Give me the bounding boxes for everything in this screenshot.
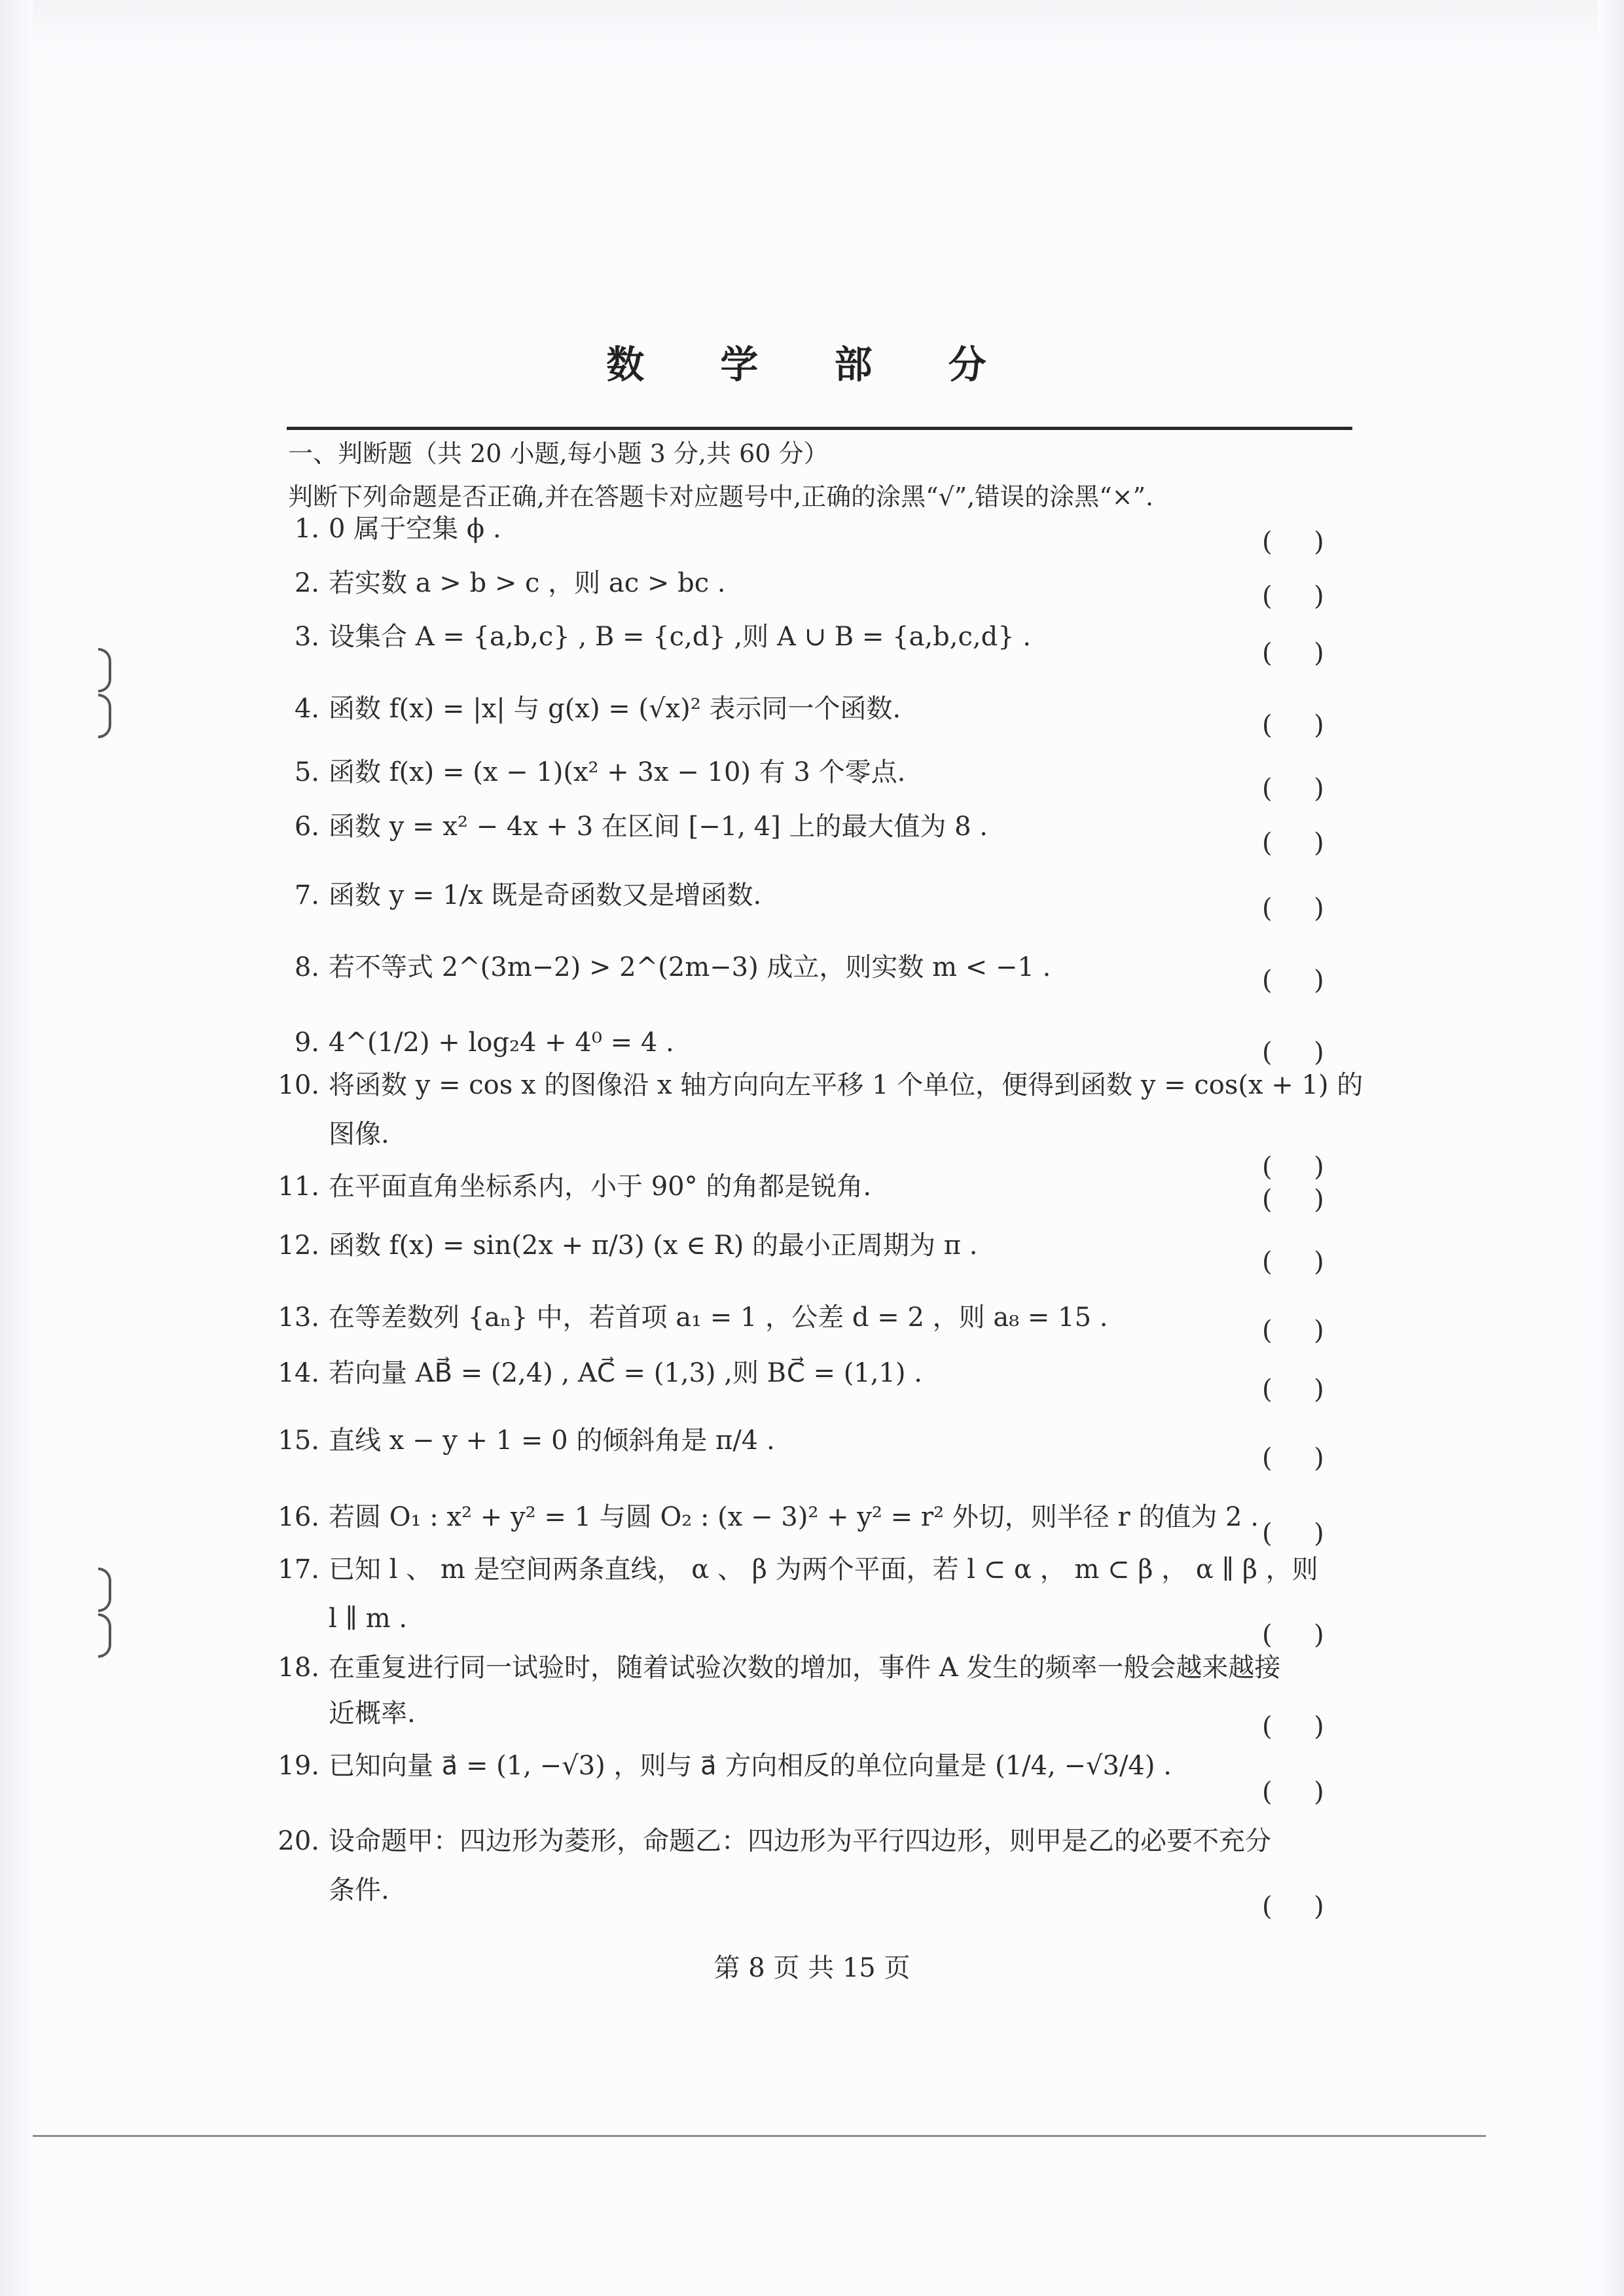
question-text: 在平面直角坐标系内，小于 90° 的角都是锐角. [329, 1172, 872, 1202]
instructions: 判断下列命题是否正确,并在答题卡对应题号中,正确的涂黑“√”,错误的涂黑“×”. [288, 482, 1154, 511]
answer-blank-9[interactable]: ( ) [1262, 1037, 1324, 1067]
question-18 [268, 1653, 1280, 1683]
question-1 [268, 514, 501, 544]
answer-blank-7[interactable]: ( ) [1262, 893, 1324, 924]
question-17 [268, 1554, 1318, 1585]
binding-mark-lower [98, 1568, 124, 1666]
question-text: 0 属于空集 ϕ . [329, 514, 501, 544]
question-number: 19. [278, 1751, 319, 1781]
question-14 [268, 1358, 922, 1388]
answer-blank-19[interactable]: ( ) [1262, 1777, 1324, 1807]
answer-blank-18[interactable]: ( ) [1262, 1712, 1324, 1742]
question-3 [268, 622, 1031, 652]
question-text: 若实数 a > b > c ，则 ac > bc . [329, 568, 726, 598]
question-20 [268, 1826, 1271, 1856]
question-text: 若不等式 2^(3m−2) > 2^(2m−3) 成立，则实数 m < −1 . [329, 952, 1051, 982]
question-text: 函数 f(x) = sin(2x + π/3) (x ∈ R) 的最小正周期为 π . [329, 1230, 978, 1261]
answer-blank-8[interactable]: ( ) [1262, 965, 1324, 996]
question-11 [268, 1172, 871, 1202]
answer-blank-4[interactable]: ( ) [1262, 710, 1324, 740]
question-number: 8. [294, 952, 319, 982]
question-text: 函数 y = 1/x 既是奇函数又是增函数. [329, 880, 762, 910]
header-rule [287, 427, 1352, 430]
binding-mark-upper [98, 648, 124, 746]
question-number: 12. [278, 1230, 319, 1261]
answer-blank-2[interactable]: ( ) [1262, 581, 1324, 611]
question-text: 将函数 y = cos x 的图像沿 x 轴方向向左平移 1 个单位，便得到函数 y = cos(x + 1) 的 [329, 1070, 1363, 1100]
question-number: 4. [294, 694, 319, 724]
answer-blank-17[interactable]: ( ) [1262, 1620, 1324, 1650]
question-number: 13. [278, 1302, 319, 1333]
question-6 [268, 812, 988, 842]
question-7 [268, 880, 761, 910]
answer-blank-15[interactable]: ( ) [1262, 1443, 1324, 1473]
question-number: 15. [278, 1426, 319, 1456]
question-8 [268, 952, 1051, 982]
question-text: 直线 x − y + 1 = 0 的倾斜角是 π/4 . [329, 1426, 775, 1456]
page-footer: 第 8 页 共 15 页 [713, 1953, 911, 1983]
question-19 [268, 1751, 1172, 1781]
question-text: 已知 l 、 m 是空间两条直线， α 、 β 为两个平面，若 l ⊂ α ， m ⊂ β ， α ∥ β ，则 [329, 1554, 1318, 1585]
question-text: 设集合 A = {a,b,c} , B = {c,d} ,则 A ∪ B = {a,b,c,d} . [329, 622, 1032, 652]
question-text: 设命题甲：四边形为菱形，命题乙：四边形为平行四边形，则甲是乙的必要不充分 [329, 1826, 1271, 1856]
question-number: 3. [294, 622, 319, 652]
question-18-continuation: 近概率. [329, 1698, 416, 1729]
question-number: 20. [278, 1826, 319, 1856]
question-number: 17. [278, 1554, 319, 1585]
answer-blank-20[interactable]: ( ) [1262, 1892, 1324, 1922]
question-text: 在重复进行同一试验时，随着试验次数的增加，事件 A 发生的频率一般会越来越接 [329, 1653, 1281, 1683]
question-text: 函数 f(x) = (x − 1)(x² + 3x − 10) 有 3 个零点. [329, 757, 906, 787]
question-text: 函数 y = x² − 4x + 3 在区间 [−1, 4] 上的最大值为 8 . [329, 812, 988, 842]
question-number: 10. [278, 1070, 319, 1100]
question-5 [268, 757, 905, 787]
answer-blank-6[interactable]: ( ) [1262, 828, 1324, 858]
question-text: 函数 f(x) = |x| 与 g(x) = (√x)² 表示同一个函数. [329, 694, 901, 724]
question-text: 4^(1/2) + log₂4 + 4⁰ = 4 . [329, 1028, 674, 1058]
question-9 [268, 1028, 674, 1058]
question-13 [268, 1302, 1108, 1333]
question-10 [268, 1070, 1363, 1100]
question-10-continuation: 图像. [329, 1119, 389, 1149]
question-text: 若向量 AB⃗ = (2,4) , AC⃗ = (1,3) ,则 BC⃗ = (1,1) . [329, 1358, 922, 1388]
question-4 [268, 694, 901, 724]
question-number: 1. [294, 514, 319, 544]
section-heading: 一、判断题（共 20 小题,每小题 3 分,共 60 分） [288, 439, 829, 468]
scan-edge-top [0, 0, 1624, 52]
answer-blank-10[interactable]: ( ) [1262, 1152, 1324, 1182]
answer-blank-13[interactable]: ( ) [1262, 1316, 1324, 1346]
answer-blank-11[interactable]: ( ) [1262, 1185, 1324, 1215]
question-number: 14. [278, 1358, 319, 1388]
question-number: 9. [294, 1028, 319, 1058]
question-number: 6. [294, 812, 319, 842]
question-number: 11. [278, 1172, 319, 1202]
question-17-continuation: l ∥ m . [329, 1604, 408, 1634]
bottom-rule [33, 2135, 1486, 2137]
question-text: 已知向量 a⃗ = (1, −√3) ，则与 a⃗ 方向相反的单位向量是 (1/4, −√3/4) . [329, 1751, 1172, 1781]
question-number: 16. [278, 1502, 319, 1532]
question-number: 5. [294, 757, 319, 787]
question-number: 18. [278, 1653, 319, 1683]
answer-blank-14[interactable]: ( ) [1262, 1374, 1324, 1405]
answer-blank-5[interactable]: ( ) [1262, 774, 1324, 804]
page-title: 数 学 部 分 [606, 342, 1018, 387]
question-number: 2. [294, 568, 319, 598]
question-16 [268, 1502, 1259, 1532]
answer-blank-3[interactable]: ( ) [1262, 638, 1324, 668]
answer-blank-12[interactable]: ( ) [1262, 1247, 1324, 1277]
question-text: 若圆 O₁ : x² + y² = 1 与圆 O₂ : (x − 3)² + y² = r² 外切，则半径 r 的值为 2 . [329, 1502, 1259, 1532]
question-20-continuation: 条件. [329, 1875, 389, 1905]
question-text: 在等差数列 {aₙ} 中，若首项 a₁ = 1 ，公差 d = 2 ，则 a₈ = 15 . [329, 1302, 1108, 1333]
answer-blank-16[interactable]: ( ) [1262, 1518, 1324, 1549]
question-2 [268, 568, 726, 598]
question-12 [268, 1230, 977, 1261]
answer-blank-1[interactable]: ( ) [1262, 527, 1324, 557]
question-number: 7. [294, 880, 319, 910]
question-15 [268, 1426, 775, 1456]
